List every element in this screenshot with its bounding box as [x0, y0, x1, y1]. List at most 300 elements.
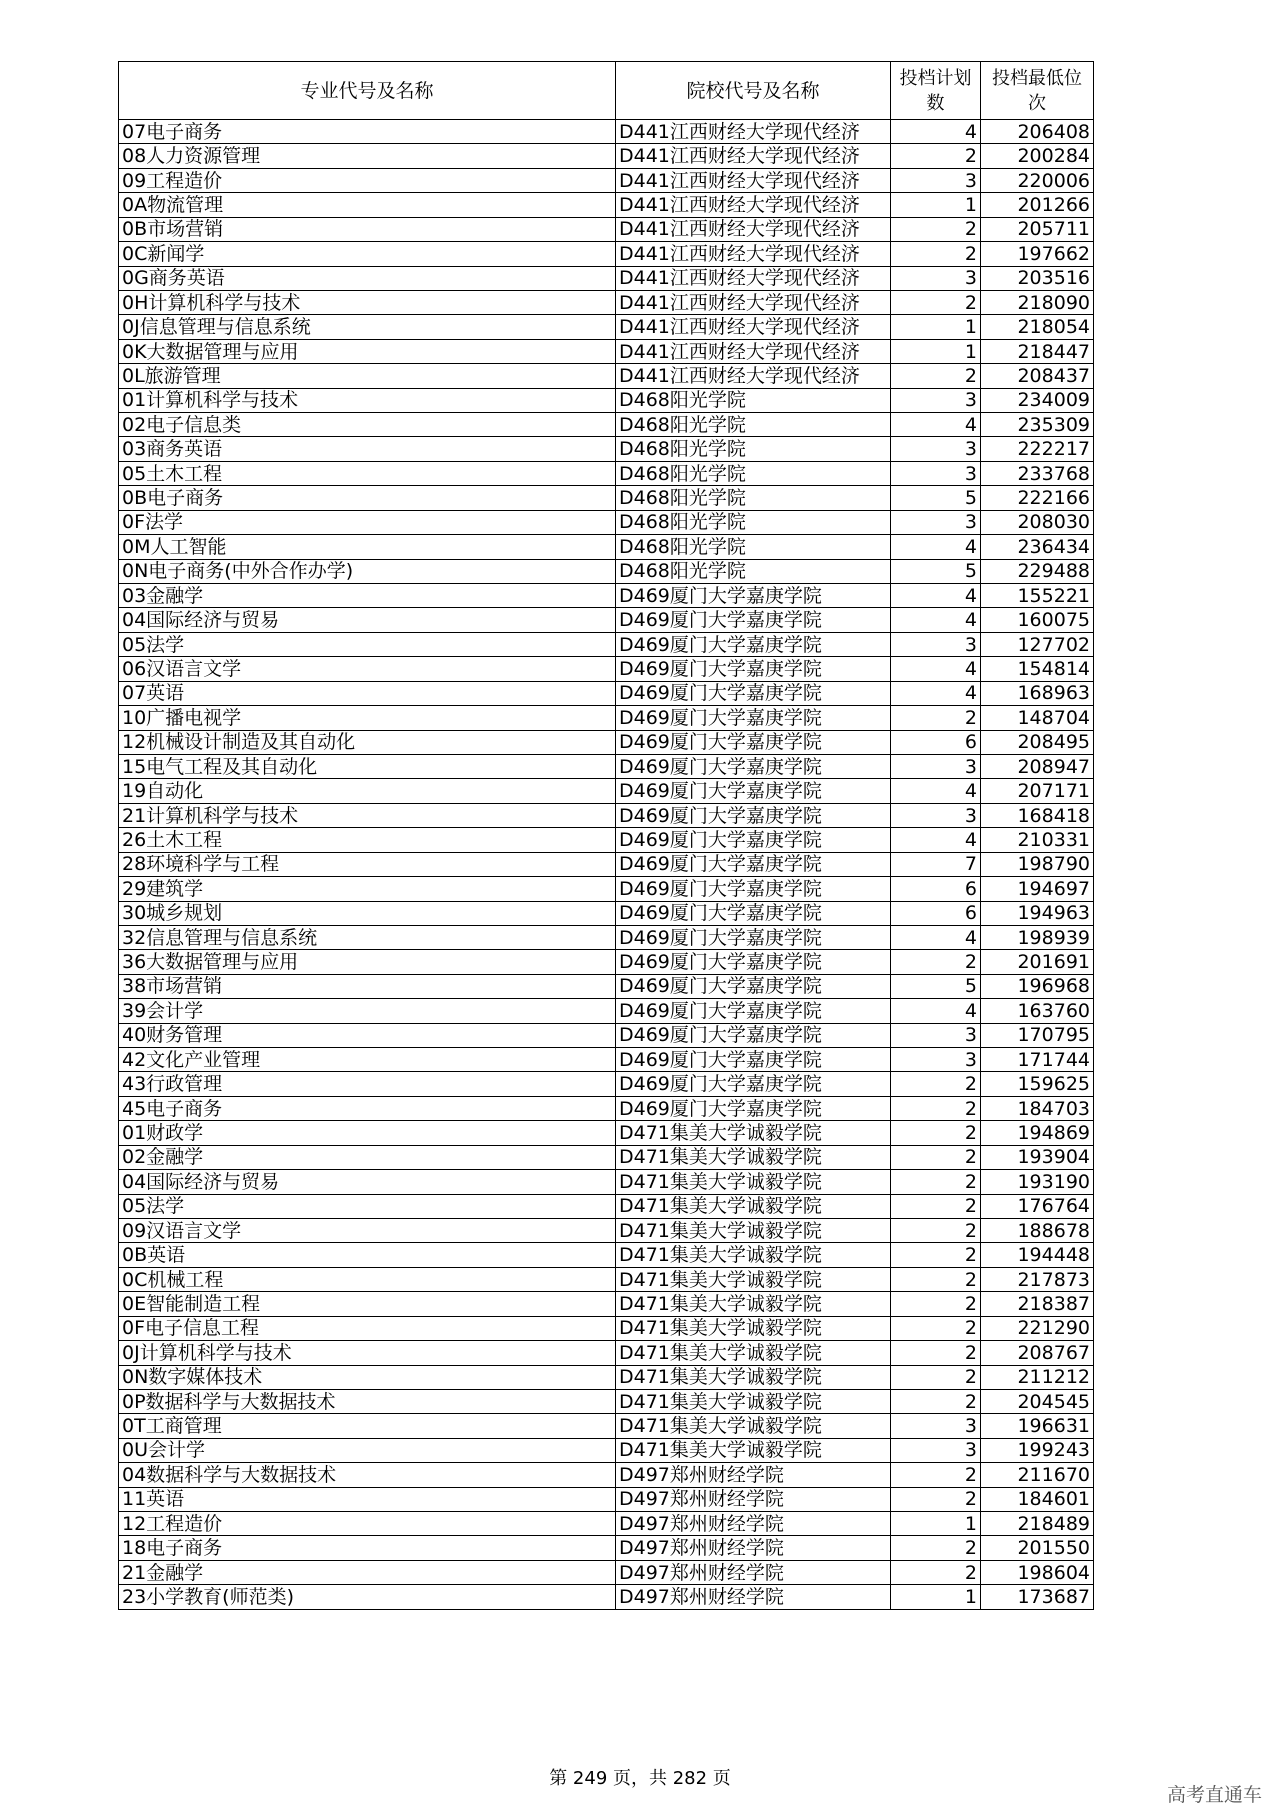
cell-min-rank: 198790	[981, 852, 1094, 876]
cell-min-rank: 211212	[981, 1365, 1094, 1389]
table-row	[119, 437, 1094, 461]
cell-major: 26土木工程	[119, 828, 616, 852]
cell-major: 12机械设计制造及其自动化	[119, 730, 616, 754]
cell-plan-count: 5	[891, 486, 981, 510]
table-row	[119, 1267, 1094, 1291]
cell-major: 0J信息管理与信息系统	[119, 315, 616, 339]
cell-major: 02电子信息类	[119, 413, 616, 437]
cell-min-rank: 210331	[981, 828, 1094, 852]
cell-major: 0K大数据管理与应用	[119, 339, 616, 363]
table-row	[119, 657, 1094, 681]
cell-school: D497郑州财经学院	[616, 1560, 891, 1584]
cell-min-rank: 201691	[981, 950, 1094, 974]
cell-major: 28环境科学与工程	[119, 852, 616, 876]
table-row	[119, 1243, 1094, 1267]
table-row	[119, 901, 1094, 925]
table-row	[119, 852, 1094, 876]
cell-min-rank: 159625	[981, 1072, 1094, 1096]
cell-major: 01财政学	[119, 1121, 616, 1145]
cell-school: D471集美大学诚毅学院	[616, 1194, 891, 1218]
cell-min-rank: 163760	[981, 999, 1094, 1023]
cell-plan-count: 3	[891, 168, 981, 192]
cell-major: 04国际经济与贸易	[119, 608, 616, 632]
cell-school: D469厦门大学嘉庚学院	[616, 1096, 891, 1120]
cell-major: 0M人工智能	[119, 535, 616, 559]
cell-major: 0C新闻学	[119, 242, 616, 266]
cell-min-rank: 201266	[981, 193, 1094, 217]
cell-min-rank: 221290	[981, 1316, 1094, 1340]
cell-school: D471集美大学诚毅学院	[616, 1292, 891, 1316]
cell-min-rank: 127702	[981, 632, 1094, 656]
cell-school: D469厦门大学嘉庚学院	[616, 999, 891, 1023]
cell-plan-count: 2	[891, 217, 981, 241]
header-plan-count: 投档计划数	[891, 62, 981, 120]
cell-min-rank: 222166	[981, 486, 1094, 510]
table-row	[119, 339, 1094, 363]
cell-plan-count: 1	[891, 1585, 981, 1609]
cell-plan-count: 4	[891, 681, 981, 705]
cell-major: 29建筑学	[119, 877, 616, 901]
table-row	[119, 925, 1094, 949]
cell-plan-count: 1	[891, 339, 981, 363]
cell-major: 11英语	[119, 1487, 616, 1511]
table-row	[119, 730, 1094, 754]
cell-school: D441江西财经大学现代经济	[616, 168, 891, 192]
cell-school: D469厦门大学嘉庚学院	[616, 754, 891, 778]
cell-min-rank: 233768	[981, 461, 1094, 485]
cell-school: D468阳光学院	[616, 486, 891, 510]
cell-school: D469厦门大学嘉庚学院	[616, 828, 891, 852]
table-row	[119, 1170, 1094, 1194]
cell-min-rank: 196968	[981, 974, 1094, 998]
cell-min-rank: 208947	[981, 754, 1094, 778]
cell-school: D469厦门大学嘉庚学院	[616, 925, 891, 949]
table-row	[119, 608, 1094, 632]
cell-school: D471集美大学诚毅学院	[616, 1243, 891, 1267]
table-row	[119, 779, 1094, 803]
cell-plan-count: 2	[891, 1243, 981, 1267]
cell-major: 05法学	[119, 1194, 616, 1218]
table-row	[119, 706, 1094, 730]
cell-plan-count: 6	[891, 901, 981, 925]
cell-school: D469厦门大学嘉庚学院	[616, 779, 891, 803]
cell-school: D441江西财经大学现代经济	[616, 290, 891, 314]
cell-min-rank: 208495	[981, 730, 1094, 754]
cell-school: D469厦门大学嘉庚学院	[616, 1048, 891, 1072]
table-row	[119, 1316, 1094, 1340]
cell-plan-count: 7	[891, 852, 981, 876]
table-row	[119, 266, 1094, 290]
cell-school: D441江西财经大学现代经济	[616, 266, 891, 290]
table-row	[119, 1536, 1094, 1560]
watermark: 高考直通车	[1166, 1784, 1262, 1806]
cell-min-rank: 218054	[981, 315, 1094, 339]
cell-school: D468阳光学院	[616, 510, 891, 534]
table-row	[119, 754, 1094, 778]
table-row	[119, 1365, 1094, 1389]
cell-plan-count: 2	[891, 1463, 981, 1487]
cell-min-rank: 176764	[981, 1194, 1094, 1218]
cell-school: D497郑州财经学院	[616, 1487, 891, 1511]
cell-min-rank: 194869	[981, 1121, 1094, 1145]
cell-major: 21金融学	[119, 1560, 616, 1584]
cell-major: 39会计学	[119, 999, 616, 1023]
cell-major: 40财务管理	[119, 1023, 616, 1047]
cell-min-rank: 170795	[981, 1023, 1094, 1047]
table-row	[119, 1463, 1094, 1487]
cell-school: D469厦门大学嘉庚学院	[616, 657, 891, 681]
cell-major: 0F电子信息工程	[119, 1316, 616, 1340]
cell-plan-count: 4	[891, 584, 981, 608]
table-row	[119, 681, 1094, 705]
cell-min-rank: 188678	[981, 1218, 1094, 1242]
table-row	[119, 193, 1094, 217]
cell-school: D469厦门大学嘉庚学院	[616, 852, 891, 876]
cell-school: D497郑州财经学院	[616, 1536, 891, 1560]
cell-plan-count: 3	[891, 510, 981, 534]
cell-school: D468阳光学院	[616, 388, 891, 412]
table-row	[119, 413, 1094, 437]
cell-plan-count: 3	[891, 388, 981, 412]
cell-major: 0G商务英语	[119, 266, 616, 290]
cell-school: D469厦门大学嘉庚学院	[616, 608, 891, 632]
table-row	[119, 828, 1094, 852]
cell-major: 43行政管理	[119, 1072, 616, 1096]
cell-major: 21计算机科学与技术	[119, 803, 616, 827]
cell-min-rank: 218447	[981, 339, 1094, 363]
table-row	[119, 584, 1094, 608]
cell-plan-count: 1	[891, 315, 981, 339]
cell-school: D471集美大学诚毅学院	[616, 1218, 891, 1242]
cell-plan-count: 3	[891, 266, 981, 290]
cell-school: D468阳光学院	[616, 413, 891, 437]
cell-school: D469厦门大学嘉庚学院	[616, 730, 891, 754]
cell-school: D497郑州财经学院	[616, 1463, 891, 1487]
cell-min-rank: 198939	[981, 925, 1094, 949]
cell-plan-count: 2	[891, 1267, 981, 1291]
cell-major: 09工程造价	[119, 168, 616, 192]
table-row	[119, 877, 1094, 901]
cell-min-rank: 218489	[981, 1512, 1094, 1536]
cell-min-rank: 196631	[981, 1414, 1094, 1438]
cell-major: 06汉语言文学	[119, 657, 616, 681]
cell-min-rank: 211670	[981, 1463, 1094, 1487]
cell-min-rank: 236434	[981, 535, 1094, 559]
cell-plan-count: 5	[891, 974, 981, 998]
table-row	[119, 242, 1094, 266]
table-row	[119, 1389, 1094, 1413]
table-row	[119, 1487, 1094, 1511]
cell-school: D468阳光学院	[616, 559, 891, 583]
cell-min-rank: 168963	[981, 681, 1094, 705]
cell-major: 0U会计学	[119, 1438, 616, 1462]
cell-min-rank: 194448	[981, 1243, 1094, 1267]
cell-plan-count: 2	[891, 1560, 981, 1584]
page-number: 第 249 页，共 282 页	[549, 1768, 731, 1789]
cell-min-rank: 218387	[981, 1292, 1094, 1316]
cell-major: 0L旅游管理	[119, 364, 616, 388]
header-school: 院校代号及名称	[616, 62, 891, 120]
cell-school: D471集美大学诚毅学院	[616, 1365, 891, 1389]
cell-major: 36大数据管理与应用	[119, 950, 616, 974]
cell-school: D468阳光学院	[616, 437, 891, 461]
cell-min-rank: 198604	[981, 1560, 1094, 1584]
cell-school: D471集美大学诚毅学院	[616, 1316, 891, 1340]
cell-school: D441江西财经大学现代经济	[616, 364, 891, 388]
cell-plan-count: 2	[891, 1145, 981, 1169]
cell-major: 07电子商务	[119, 120, 616, 144]
cell-school: D469厦门大学嘉庚学院	[616, 584, 891, 608]
cell-major: 45电子商务	[119, 1096, 616, 1120]
table-row	[119, 632, 1094, 656]
table-row	[119, 1414, 1094, 1438]
cell-plan-count: 2	[891, 290, 981, 314]
cell-min-rank: 229488	[981, 559, 1094, 583]
cell-major: 0J计算机科学与技术	[119, 1341, 616, 1365]
cell-plan-count: 4	[891, 120, 981, 144]
cell-major: 10广播电视学	[119, 706, 616, 730]
cell-school: D468阳光学院	[616, 461, 891, 485]
cell-plan-count: 4	[891, 657, 981, 681]
cell-major: 05法学	[119, 632, 616, 656]
cell-major: 12工程造价	[119, 1512, 616, 1536]
cell-min-rank: 160075	[981, 608, 1094, 632]
cell-school: D469厦门大学嘉庚学院	[616, 974, 891, 998]
cell-plan-count: 2	[891, 1292, 981, 1316]
cell-major: 04数据科学与大数据技术	[119, 1463, 616, 1487]
cell-major: 09汉语言文学	[119, 1218, 616, 1242]
table-row	[119, 1512, 1094, 1536]
table-row	[119, 1341, 1094, 1365]
cell-plan-count: 4	[891, 608, 981, 632]
cell-min-rank: 199243	[981, 1438, 1094, 1462]
cell-major: 0T工商管理	[119, 1414, 616, 1438]
cell-plan-count: 2	[891, 1365, 981, 1389]
cell-major: 05土木工程	[119, 461, 616, 485]
table-body	[119, 120, 1094, 1610]
cell-plan-count: 2	[891, 1536, 981, 1560]
cell-min-rank: 194697	[981, 877, 1094, 901]
cell-min-rank: 220006	[981, 168, 1094, 192]
cell-min-rank: 208767	[981, 1341, 1094, 1365]
cell-plan-count: 2	[891, 242, 981, 266]
cell-plan-count: 3	[891, 754, 981, 778]
table-header-row	[119, 62, 1094, 120]
cell-min-rank: 208437	[981, 364, 1094, 388]
table-row	[119, 144, 1094, 168]
cell-school: D469厦门大学嘉庚学院	[616, 901, 891, 925]
cell-min-rank: 204545	[981, 1389, 1094, 1413]
cell-school: D471集美大学诚毅学院	[616, 1389, 891, 1413]
cell-major: 38市场营销	[119, 974, 616, 998]
cell-plan-count: 4	[891, 413, 981, 437]
table-row	[119, 1218, 1094, 1242]
table-row	[119, 217, 1094, 241]
table-row	[119, 974, 1094, 998]
cell-school: D441江西财经大学现代经济	[616, 193, 891, 217]
cell-major: 03金融学	[119, 584, 616, 608]
table-row	[119, 486, 1094, 510]
cell-plan-count: 2	[891, 364, 981, 388]
cell-school: D441江西财经大学现代经济	[616, 217, 891, 241]
cell-min-rank: 200284	[981, 144, 1094, 168]
table-row	[119, 535, 1094, 559]
cell-school: D441江西财经大学现代经济	[616, 144, 891, 168]
cell-min-rank: 155221	[981, 584, 1094, 608]
cell-major: 0N数字媒体技术	[119, 1365, 616, 1389]
cell-major: 01计算机科学与技术	[119, 388, 616, 412]
admission-table	[118, 61, 1094, 1610]
cell-plan-count: 3	[891, 1023, 981, 1047]
cell-school: D469厦门大学嘉庚学院	[616, 1023, 891, 1047]
cell-plan-count: 4	[891, 535, 981, 559]
cell-school: D471集美大学诚毅学院	[616, 1121, 891, 1145]
table-row	[119, 120, 1094, 144]
cell-plan-count: 2	[891, 1194, 981, 1218]
cell-school: D441江西财经大学现代经济	[616, 242, 891, 266]
table-row	[119, 364, 1094, 388]
cell-school: D441江西财经大学现代经济	[616, 339, 891, 363]
cell-min-rank: 168418	[981, 803, 1094, 827]
cell-plan-count: 2	[891, 1096, 981, 1120]
cell-school: D471集美大学诚毅学院	[616, 1414, 891, 1438]
cell-plan-count: 3	[891, 461, 981, 485]
cell-major: 07英语	[119, 681, 616, 705]
cell-min-rank: 203516	[981, 266, 1094, 290]
cell-plan-count: 6	[891, 730, 981, 754]
table-row	[119, 1438, 1094, 1462]
header-major: 专业代号及名称	[119, 62, 616, 120]
cell-plan-count: 4	[891, 925, 981, 949]
cell-school: D469厦门大学嘉庚学院	[616, 706, 891, 730]
cell-plan-count: 2	[891, 1389, 981, 1413]
table-row	[119, 999, 1094, 1023]
table-row	[119, 315, 1094, 339]
cell-major: 0H计算机科学与技术	[119, 290, 616, 314]
cell-min-rank: 218090	[981, 290, 1094, 314]
cell-plan-count: 2	[891, 1121, 981, 1145]
cell-school: D471集美大学诚毅学院	[616, 1341, 891, 1365]
cell-school: D471集美大学诚毅学院	[616, 1438, 891, 1462]
cell-school: D469厦门大学嘉庚学院	[616, 877, 891, 901]
cell-school: D497郑州财经学院	[616, 1512, 891, 1536]
cell-plan-count: 2	[891, 706, 981, 730]
cell-major: 03商务英语	[119, 437, 616, 461]
table-row	[119, 1048, 1094, 1072]
table-row	[119, 1121, 1094, 1145]
cell-major: 08人力资源管理	[119, 144, 616, 168]
cell-plan-count: 4	[891, 779, 981, 803]
cell-min-rank: 207171	[981, 779, 1094, 803]
cell-plan-count: 2	[891, 1487, 981, 1511]
cell-plan-count: 2	[891, 1170, 981, 1194]
cell-major: 0E智能制造工程	[119, 1292, 616, 1316]
cell-plan-count: 1	[891, 1512, 981, 1536]
cell-plan-count: 2	[891, 1072, 981, 1096]
cell-major: 15电气工程及其自动化	[119, 754, 616, 778]
cell-min-rank: 184601	[981, 1487, 1094, 1511]
cell-plan-count: 3	[891, 1438, 981, 1462]
cell-major: 32信息管理与信息系统	[119, 925, 616, 949]
table-row	[119, 1194, 1094, 1218]
cell-min-rank: 205711	[981, 217, 1094, 241]
cell-min-rank: 171744	[981, 1048, 1094, 1072]
cell-plan-count: 3	[891, 1414, 981, 1438]
cell-school: D471集美大学诚毅学院	[616, 1170, 891, 1194]
table-row	[119, 290, 1094, 314]
cell-major: 0P数据科学与大数据技术	[119, 1389, 616, 1413]
cell-school: D469厦门大学嘉庚学院	[616, 1072, 891, 1096]
cell-min-rank: 154814	[981, 657, 1094, 681]
cell-school: D469厦门大学嘉庚学院	[616, 803, 891, 827]
cell-plan-count: 3	[891, 1048, 981, 1072]
cell-plan-count: 1	[891, 193, 981, 217]
cell-major: 02金融学	[119, 1145, 616, 1169]
cell-plan-count: 2	[891, 950, 981, 974]
table-row	[119, 1560, 1094, 1584]
cell-major: 04国际经济与贸易	[119, 1170, 616, 1194]
cell-major: 19自动化	[119, 779, 616, 803]
table-row	[119, 388, 1094, 412]
cell-plan-count: 2	[891, 144, 981, 168]
cell-min-rank: 193904	[981, 1145, 1094, 1169]
cell-min-rank: 235309	[981, 413, 1094, 437]
cell-plan-count: 2	[891, 1341, 981, 1365]
cell-plan-count: 2	[891, 1316, 981, 1340]
cell-plan-count: 3	[891, 437, 981, 461]
cell-major: 0B市场营销	[119, 217, 616, 241]
cell-plan-count: 4	[891, 828, 981, 852]
cell-plan-count: 5	[891, 559, 981, 583]
cell-min-rank: 234009	[981, 388, 1094, 412]
table-row	[119, 1023, 1094, 1047]
cell-school: D441江西财经大学现代经济	[616, 120, 891, 144]
cell-plan-count: 3	[891, 632, 981, 656]
cell-major: 0B英语	[119, 1243, 616, 1267]
cell-school: D469厦门大学嘉庚学院	[616, 950, 891, 974]
table-row	[119, 1096, 1094, 1120]
cell-plan-count: 6	[891, 877, 981, 901]
cell-major: 0F法学	[119, 510, 616, 534]
cell-major: 23小学教育(师范类)	[119, 1585, 616, 1609]
table-row	[119, 1585, 1094, 1609]
cell-major: 42文化产业管理	[119, 1048, 616, 1072]
table-row	[119, 1145, 1094, 1169]
table-row	[119, 510, 1094, 534]
cell-plan-count: 4	[891, 999, 981, 1023]
cell-school: D471集美大学诚毅学院	[616, 1145, 891, 1169]
cell-major: 0B电子商务	[119, 486, 616, 510]
cell-school: D497郑州财经学院	[616, 1585, 891, 1609]
table-row	[119, 559, 1094, 583]
cell-min-rank: 148704	[981, 706, 1094, 730]
cell-plan-count: 2	[891, 1218, 981, 1242]
cell-school: D471集美大学诚毅学院	[616, 1267, 891, 1291]
table-row	[119, 168, 1094, 192]
cell-min-rank: 184703	[981, 1096, 1094, 1120]
cell-school: D441江西财经大学现代经济	[616, 315, 891, 339]
cell-major: 30城乡规划	[119, 901, 616, 925]
table-row	[119, 461, 1094, 485]
cell-school: D469厦门大学嘉庚学院	[616, 681, 891, 705]
cell-min-rank: 193190	[981, 1170, 1094, 1194]
cell-major: 0C机械工程	[119, 1267, 616, 1291]
table-row	[119, 1072, 1094, 1096]
cell-major: 0N电子商务(中外合作办学)	[119, 559, 616, 583]
cell-school: D468阳光学院	[616, 535, 891, 559]
cell-plan-count: 3	[891, 803, 981, 827]
cell-school: D469厦门大学嘉庚学院	[616, 632, 891, 656]
